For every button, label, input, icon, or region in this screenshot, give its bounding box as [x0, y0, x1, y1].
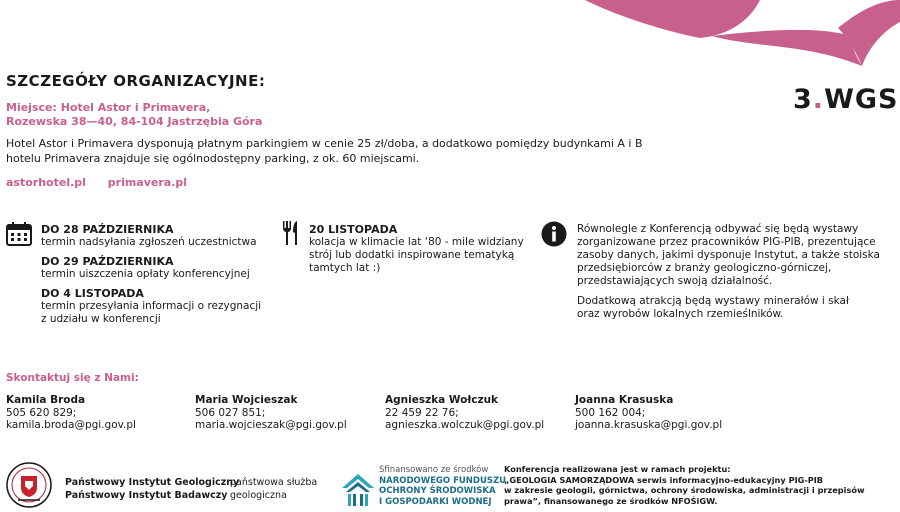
- institute-line-2: Państwowy Instytut Badawczy: [65, 490, 228, 501]
- parking-line-2: hotelu Primavera znajduje się ogólnodostępny parking, z ok. 60 miejscami.: [6, 151, 420, 165]
- pig-emblem-icon: [6, 462, 52, 508]
- deadline-item: [41, 255, 281, 281]
- exhibition-line: przedstawiających swoją działalność.: [577, 275, 773, 287]
- brand-logo-number: 3: [793, 84, 813, 115]
- parking-info: [6, 137, 646, 166]
- exhibition-line: oraz wyrobów lokalnych rzemieślników.: [577, 308, 784, 320]
- project-info: [504, 464, 900, 506]
- contact-name: Kamila Broda: [6, 394, 86, 406]
- nfosigw-small: Sfinansowano ze środków: [379, 465, 489, 475]
- deadline-text: z udziału w konferencji: [41, 313, 161, 325]
- exhibition-line: zorganizowane przez pracowników PIG-PIB, prezentujące: [577, 236, 876, 248]
- exhibition-line: przedsiębiorców z branży geologiczno-górniczej,: [577, 262, 832, 274]
- deadline-item: [41, 223, 281, 249]
- project-line: Konferencja realizowana jest w ramach projektu:: [504, 464, 731, 474]
- contact-heading: Skontaktuj się z Nami:: [6, 372, 139, 384]
- service-name: [230, 476, 317, 502]
- dinner-title: 20 LISTOPADA: [309, 223, 398, 236]
- contact-person: [575, 394, 722, 432]
- contact-phone[interactable]: 506 027 851;: [195, 406, 266, 419]
- parking-line-1: Hotel Astor i Primavera dysponują płatnym parkingiem w cenie 25 zł/doba, a dodatkowo pomiędzy budynkami A i B: [6, 137, 643, 150]
- contact-name: Maria Wojcieszak: [195, 394, 298, 406]
- info-icon: [541, 221, 567, 247]
- deadline-text: termin przesyłania informacji o rezygnacji: [41, 300, 262, 312]
- exhibition-line: zasoby danych, jakimi dysponuje Instytut, a także stoiska: [577, 249, 880, 261]
- dinner-info: [309, 223, 539, 275]
- nfosigw-text: [379, 465, 506, 507]
- deadline-title: DO 4 LISTOPADA: [41, 287, 144, 300]
- exhibition-line: Równolegle z Konferencją odbywać się będą wystawy: [577, 223, 859, 235]
- cutlery-icon: [280, 220, 302, 246]
- contact-person: [385, 394, 544, 432]
- nfosigw-line: OCHRONY ŚRODOWISKA: [379, 486, 496, 496]
- brand-logo-text: WGS: [824, 84, 899, 115]
- project-line: prawa”, finansowanego ze środków NFOŚiGW.: [504, 495, 718, 506]
- contact-name: Joanna Krasuska: [575, 394, 674, 406]
- contact-email[interactable]: agnieszka.wolczuk@pgi.gov.pl: [385, 419, 545, 431]
- hotel-links: [6, 176, 205, 189]
- venue-info: [6, 101, 262, 129]
- deadline-item: [41, 287, 281, 326]
- venue-line-2: Rozewska 38—40, 84-104 Jastrzębia Góra: [6, 115, 263, 128]
- calendar-icon: [6, 222, 32, 246]
- link-primavera[interactable]: primavera.pl: [107, 176, 188, 189]
- brand-logo: [793, 84, 898, 115]
- exhibition-para-2: [577, 295, 897, 321]
- dinner-line: kolacja w klimacie lat ‘80 - mile widziany: [309, 236, 524, 248]
- contact-person: [6, 394, 136, 432]
- project-line: „GEOLOGIA SAMORZĄDOWA serwis informacyjno-edukacyjny PIG-PIB: [504, 474, 824, 485]
- contact-email[interactable]: kamila.broda@pgi.gov.pl: [6, 419, 136, 431]
- deadline-title: DO 29 PAŹDZIERNIKA: [41, 255, 174, 268]
- nfosigw-line: I GOSPODARKI WODNEJ: [379, 496, 492, 507]
- venue-line-1: Miejsce: Hotel Astor i Primavera,: [6, 101, 211, 114]
- deadline-text: termin nadsyłania zgłoszeń uczestnictwa: [41, 236, 257, 248]
- contact-email[interactable]: maria.wojcieszak@pgi.gov.pl: [195, 419, 347, 431]
- link-astorhotel[interactable]: astorhotel.pl: [6, 176, 86, 189]
- exhibition-line: Dodatkową atrakcją będą wystawy minerałów i skał: [577, 295, 849, 307]
- dinner-line: tamtych lat :): [309, 262, 381, 274]
- nfosigw-line: NARODOWEGO FUNDUSZU: [379, 475, 507, 486]
- contact-person: [195, 394, 347, 432]
- service-line-2: geologiczna: [230, 490, 287, 501]
- exhibition-para-1: [577, 223, 897, 288]
- nfosigw-logo-icon: [340, 472, 376, 508]
- project-line: w zakresie geologii, górnictwa, ochrony środowiska, administracji i przepisów: [504, 485, 865, 495]
- institute-line-1: Państwowy Instytut Geologiczny: [65, 477, 240, 488]
- contact-name: Agnieszka Wołczuk: [385, 394, 499, 406]
- institute-name: [65, 476, 239, 502]
- section-title: SZCZEGÓŁY ORGANIZACYJNE:: [6, 72, 266, 90]
- deadline-title: DO 28 PAŹDZIERNIKA: [41, 223, 174, 236]
- exhibition-info: [577, 223, 897, 321]
- service-line-1: państwowa służba: [230, 477, 318, 488]
- deadlines-list: [41, 223, 281, 326]
- contact-phone[interactable]: 500 162 004;: [575, 406, 646, 419]
- brand-logo-dot: .: [812, 84, 825, 115]
- contact-email[interactable]: joanna.krasuska@pgi.gov.pl: [575, 419, 723, 431]
- contact-phone[interactable]: 22 459 22 76;: [385, 406, 459, 419]
- dinner-line: strój lub dodatki inspirowane tematyką: [309, 249, 515, 261]
- contact-phone[interactable]: 505 620 829;: [6, 406, 77, 419]
- deadline-text: termin uiszczenia opłaty konferencyjnej: [41, 268, 250, 280]
